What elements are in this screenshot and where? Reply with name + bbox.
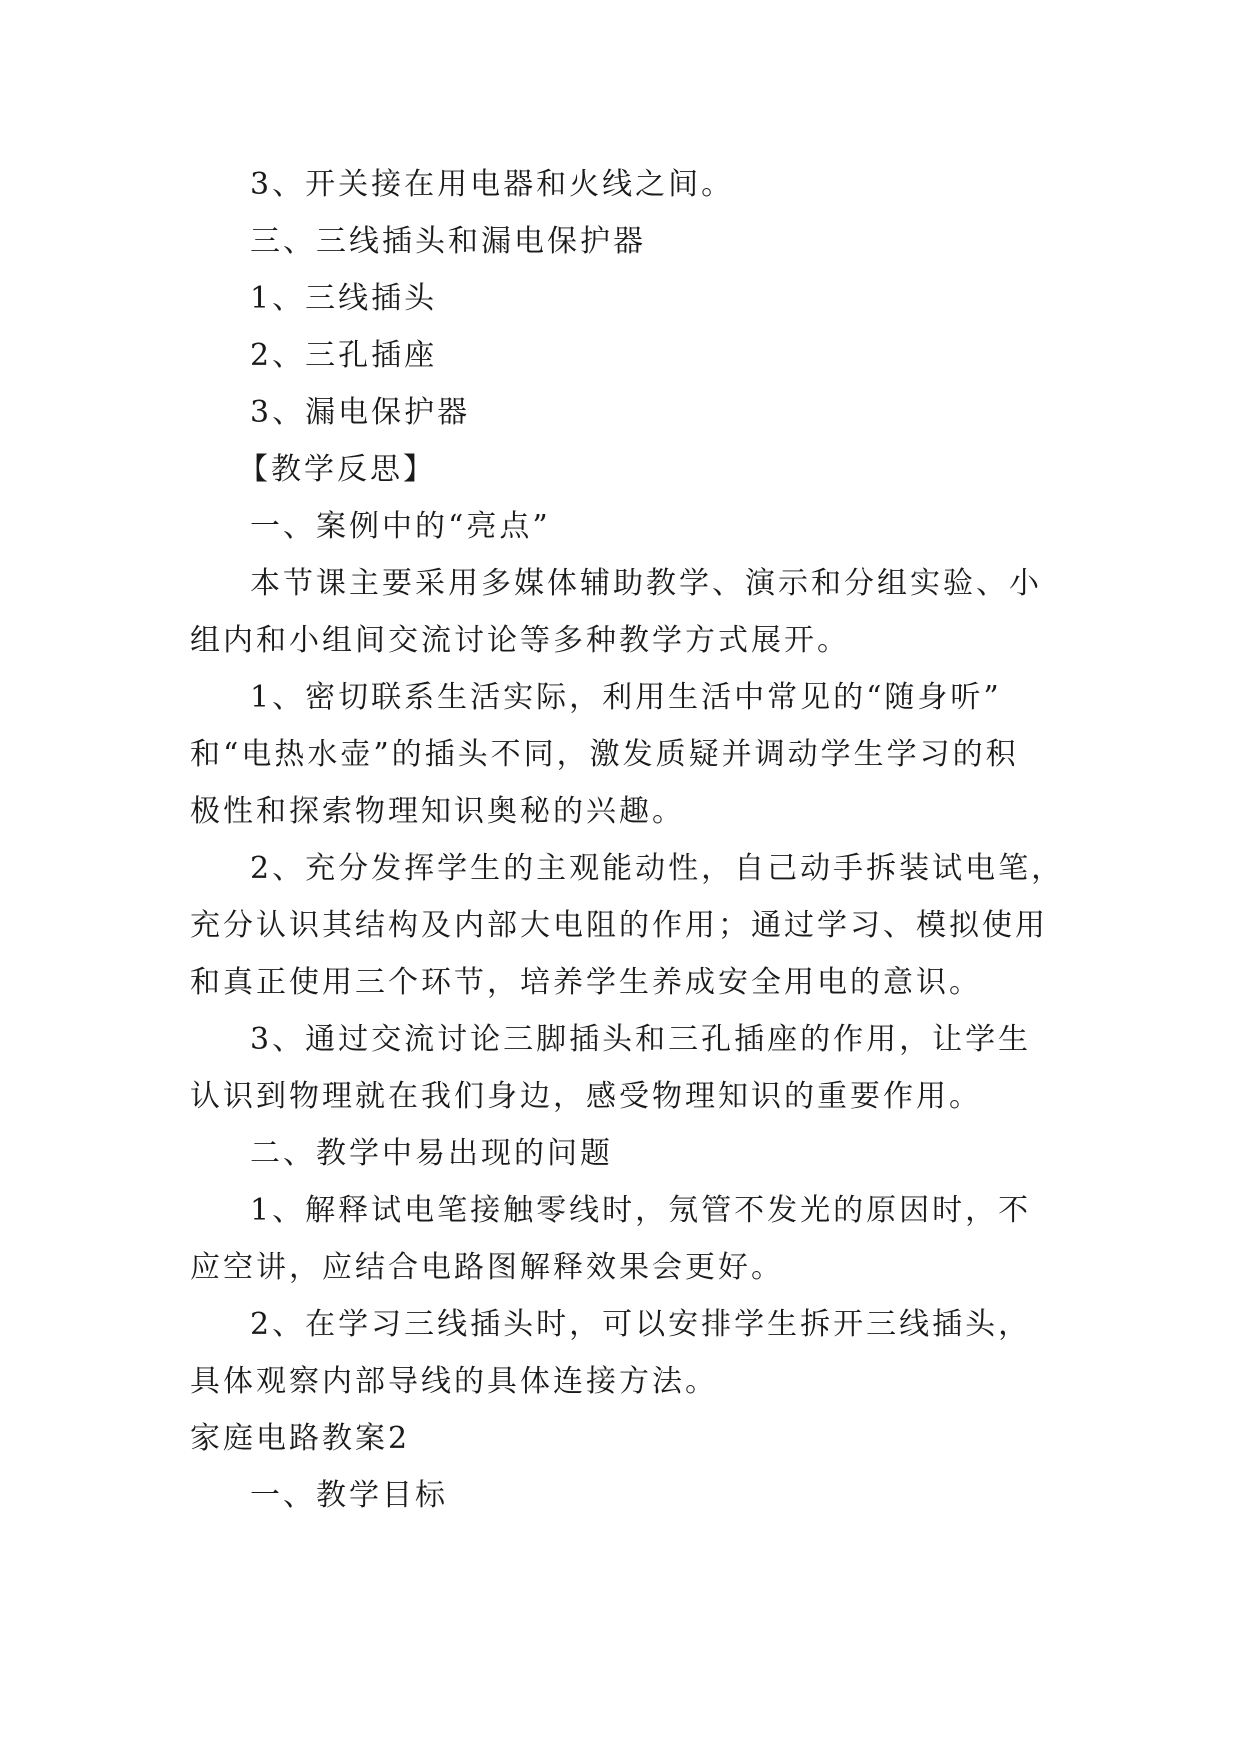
section-heading-three: 三、三线插头和漏电保护器 [250, 224, 646, 259]
paragraph-line: 认识到物理就在我们身边，感受物理知识的重要作用。 [190, 1079, 982, 1114]
paragraph-line: 2、在学习三线插头时，可以安排学生拆开三线插头， [250, 1307, 1032, 1342]
list-item-three-hole-socket: 2、三孔插座 [250, 338, 438, 373]
subheading-highlights: 一、案例中的“亮点” [250, 509, 551, 544]
paragraph-line: 和“电热水壶”的插头不同，激发质疑并调动学生学习的积 [190, 737, 1019, 772]
list-item-three-wire-plug: 1、三线插头 [250, 281, 438, 316]
paragraph-line: 组内和小组间交流讨论等多种教学方式展开。 [190, 623, 850, 658]
paragraph-line: 极性和探索物理知识奥秘的兴趣。 [190, 794, 685, 829]
document-title-lesson-2: 家庭电路教案2 [190, 1421, 411, 1456]
paragraph-line: 和真正使用三个环节，培养学生养成安全用电的意识。 [190, 965, 982, 1000]
section-heading-reflection: 【教学反思】 [238, 452, 436, 487]
paragraph-line: 本节课主要采用多媒体辅助教学、演示和分组实验、小 [250, 566, 1042, 601]
paragraph-line: 充分认识其结构及内部大电阻的作用；通过学习、模拟使用 [190, 908, 1048, 943]
paragraph-line: 1、密切联系生活实际，利用生活中常见的“随身听” [250, 680, 1002, 715]
list-item-switch-position: 3、开关接在用电器和火线之间。 [250, 167, 735, 202]
paragraph-line: 3、通过交流讨论三脚插头和三孔插座的作用，让学生 [250, 1022, 1032, 1057]
paragraph-line: 2、充分发挥学生的主观能动性，自己动手拆装试电笔， [250, 851, 1065, 886]
list-item-leakage-protector: 3、漏电保护器 [250, 395, 471, 430]
paragraph-line: 具体观察内部导线的具体连接方法。 [190, 1364, 718, 1399]
section-heading-objectives: 一、教学目标 [250, 1478, 448, 1513]
paragraph-line: 应空讲，应结合电路图解释效果会更好。 [190, 1250, 784, 1285]
subheading-problems: 二、教学中易出现的问题 [250, 1136, 613, 1171]
paragraph-line: 1、解释试电笔接触零线时，氖管不发光的原因时，不 [250, 1193, 1032, 1228]
